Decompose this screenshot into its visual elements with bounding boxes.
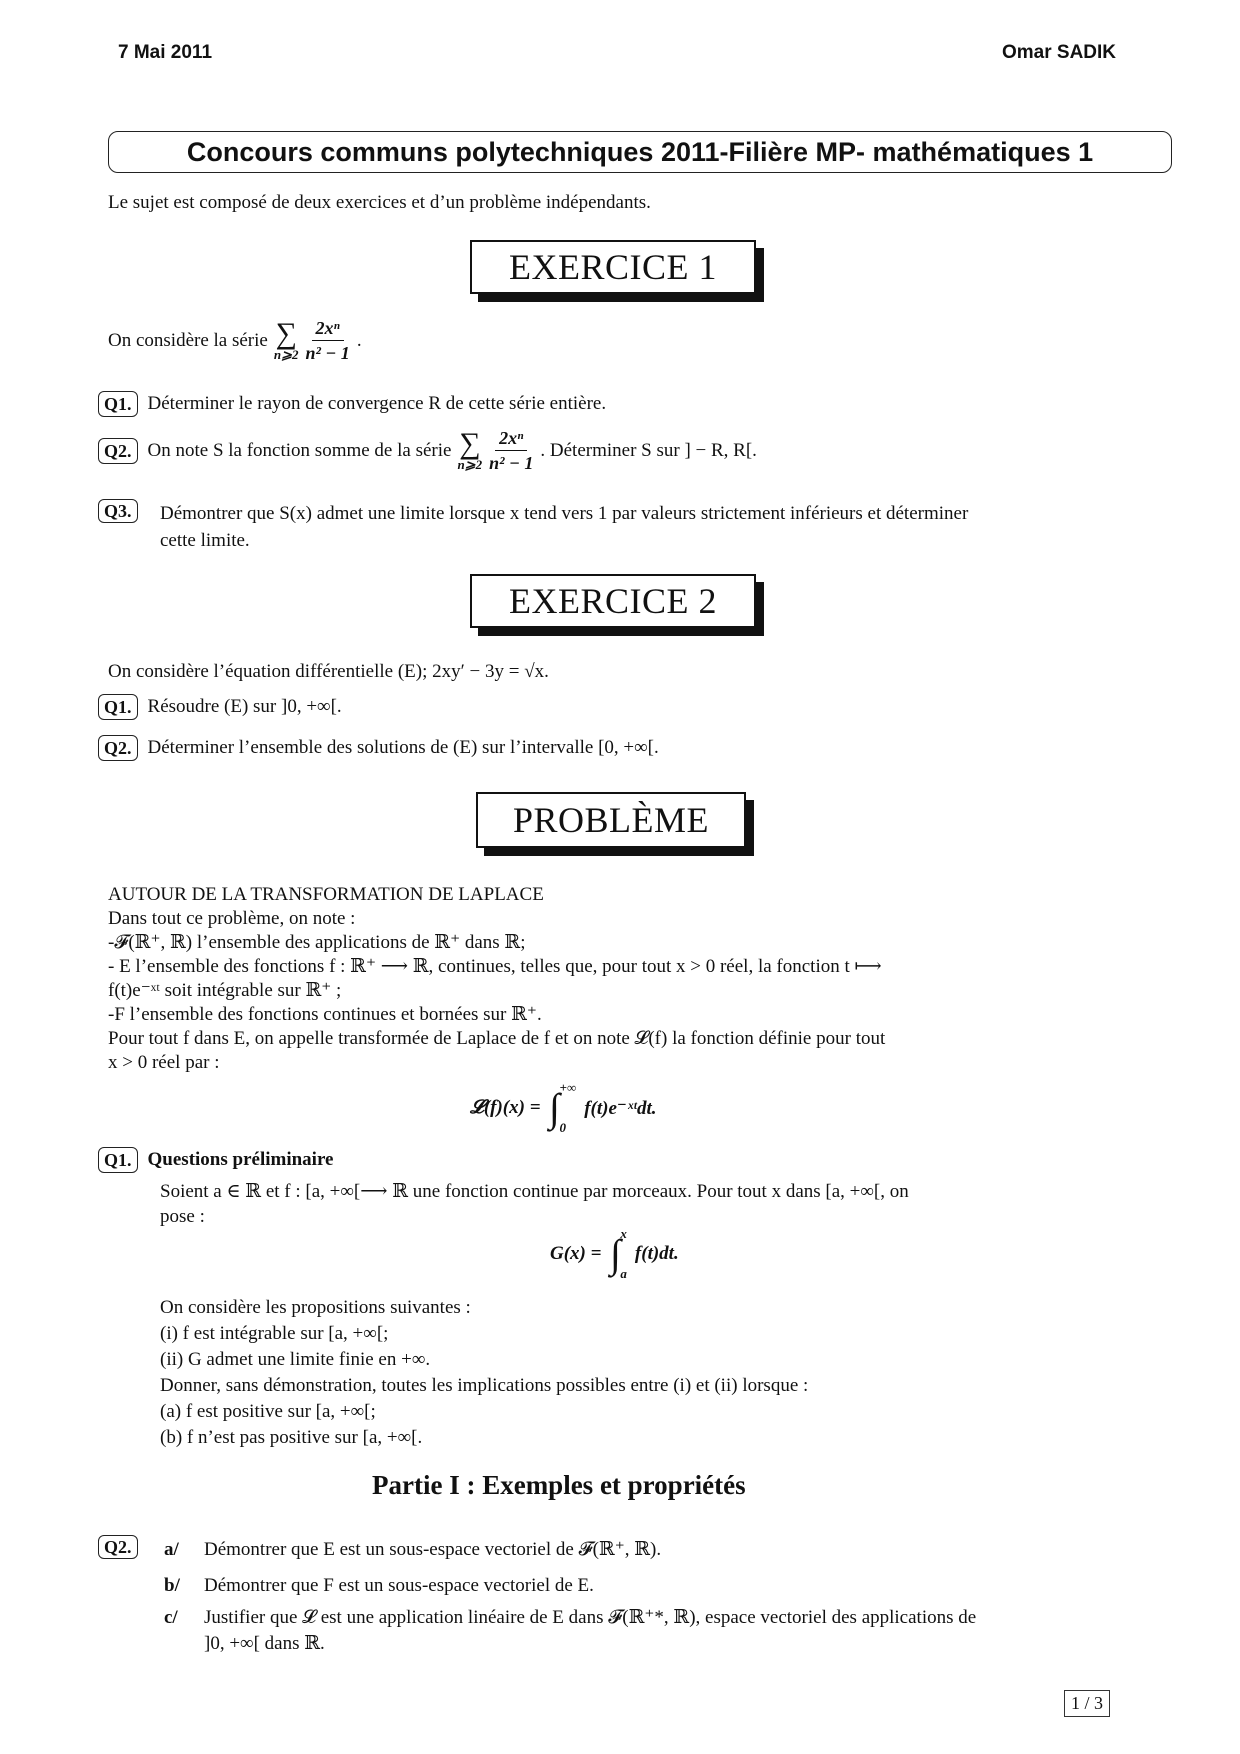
ex2-statement: On considère l’équation différentielle (E); 2xy′ − 3y = √x. — [108, 661, 549, 682]
intro-line: AUTOUR DE LA TRANSFORMATION DE LAPLACE — [108, 884, 544, 905]
intro-line: f(t)e⁻ˣᵗ soit intégrable sur ℝ⁺ ; — [108, 980, 342, 1001]
sum-symbol: ∑ n⩾2 — [457, 426, 483, 472]
ex1-q2 — [98, 428, 757, 473]
intro-line: x > 0 réel par : — [108, 1052, 220, 1073]
proposition-line: Donner, sans démonstration, toutes les implications possibles entre (i) et (ii) lorsque : — [160, 1375, 809, 1396]
integral-upper-bound: +∞ — [559, 1080, 577, 1095]
exercice-2-heading: EXERCICE 2 — [470, 574, 756, 628]
fraction-denominator: n² − 1 — [305, 343, 350, 363]
fraction-numerator: 2xⁿ — [312, 318, 344, 341]
ex2-q2 — [98, 735, 659, 761]
item-tag: c/ — [164, 1607, 178, 1628]
ex2-q1 — [98, 694, 342, 720]
item-tag: a/ — [164, 1539, 179, 1560]
formula-lhs: G(x) = — [550, 1243, 602, 1264]
probleme-q2 — [98, 1536, 138, 1559]
formula-rhs: f(t)dt. — [634, 1243, 679, 1264]
ex1-q3 — [98, 500, 138, 523]
fraction-denominator: n² − 1 — [489, 453, 534, 473]
formula-rhs: f(t)e⁻ˣᵗdt. — [584, 1097, 657, 1119]
header-date: 7 Mai 2011 — [118, 42, 213, 63]
intro-line: -𝓕(ℝ⁺, ℝ) l’ensemble des applications de ℝ⁺ dans ℝ; — [108, 932, 526, 953]
proposition-line: (a) f est positive sur [a, +∞[; — [160, 1401, 376, 1422]
integral-lower-bound: a — [620, 1266, 627, 1281]
proposition-line: (b) f n’est pas positive sur [a, +∞[. — [160, 1427, 423, 1448]
question-label: Q2. — [98, 735, 138, 761]
question-text: Démontrer que S(x) admet une limite lorsque x tend vers 1 par valeurs strictement inférieurs et déterminer — [160, 503, 969, 524]
item-text-continued: ]0, +∞[ dans ℝ. — [204, 1633, 325, 1654]
question-text: On note S la fonction somme de la série — [147, 439, 452, 461]
intro-line: -F l’ensemble des fonctions continues et bornées sur ℝ⁺. — [108, 1004, 542, 1025]
question-label: Q1. — [98, 1147, 138, 1173]
ex1-statement-prefix: On considère la série — [108, 329, 268, 351]
item-text: Démontrer que F est un sous-espace vectoriel de E. — [204, 1575, 594, 1596]
question-label: Q1. — [98, 391, 138, 417]
probleme-heading: PROBLÈME — [476, 792, 746, 848]
sum-subscript: n⩾2 — [273, 346, 299, 362]
proposition-line: (ii) G admet une limite finie en +∞. — [160, 1349, 431, 1370]
question-label: Q3. — [98, 499, 138, 523]
q2-item-a — [164, 1538, 661, 1562]
question-text: Soient a ∈ ℝ et f : [a, +∞[⟶ ℝ une fonction continue par morceaux. Pour tout x dans [a, +∞[, on — [160, 1181, 909, 1202]
intro-line: Dans tout ce problème, on note : — [108, 908, 356, 929]
integral-upper-bound: x — [620, 1226, 627, 1241]
item-text: Justifier que 𝓛 est une application linéaire de E dans 𝓕(ℝ⁺*, ℝ), espace vectoriel des applications de — [204, 1607, 977, 1628]
probleme-q1 — [98, 1147, 333, 1173]
question-text-suffix: . Déterminer S sur ] − R, R[. — [540, 439, 757, 461]
ex1-q1 — [98, 391, 606, 417]
question-label: Q2. — [98, 1535, 138, 1559]
integral-lower-bound: 0 — [559, 1120, 566, 1135]
header-author: Omar SADIK — [1002, 42, 1117, 63]
intro-text: Le sujet est composé de deux exercices et d’un problème indépendants. — [108, 192, 651, 213]
question-text: Résoudre (E) sur ]0, +∞[. — [147, 696, 342, 717]
series-fraction — [485, 428, 537, 473]
question-text: Déterminer l’ensemble des solutions de (E) sur l’intervalle [0, +∞[. — [147, 737, 659, 758]
question-text: cette limite. — [160, 530, 250, 551]
g-formula — [550, 1226, 679, 1282]
document-title: Concours communs polytechniques 2011-Filière MP- mathématiques 1 — [108, 131, 1172, 173]
integral-symbol: ∫ x a — [609, 1226, 627, 1281]
series-fraction — [301, 318, 353, 363]
fraction-numerator: 2xⁿ — [495, 428, 527, 451]
item-text: Démontrer que E est un sous-espace vectoriel de 𝓕(ℝ⁺, ℝ). — [204, 1539, 662, 1560]
sum-subscript: n⩾2 — [457, 456, 483, 472]
q1-propositions — [160, 1295, 808, 1451]
sum-symbol: ∑ n⩾2 — [273, 316, 299, 362]
question-text: pose : — [160, 1206, 205, 1227]
integral-symbol: ∫ +∞ 0 — [548, 1080, 577, 1135]
question-title: Questions préliminaire — [147, 1149, 334, 1170]
page-number: 1 / 3 — [1064, 1690, 1110, 1717]
question-label: Q2. — [98, 438, 138, 464]
q2-item-b — [164, 1574, 594, 1598]
item-tag: b/ — [164, 1575, 180, 1596]
exercice-1-heading: EXERCICE 1 — [470, 240, 756, 294]
intro-line: - E l’ensemble des fonctions f : ℝ⁺ ⟶ ℝ, continues, telles que, pour tout x > 0 réel, la fonction t ⟼ — [108, 956, 882, 977]
proposition-line: On considère les propositions suivantes : — [160, 1297, 471, 1318]
probleme-intro — [108, 883, 1128, 1075]
formula-lhs: 𝓛(f)(x) = — [470, 1097, 541, 1118]
intro-line: Pour tout f dans E, on appelle transformée de Laplace de f et on note 𝓛(f) la fonction définie pour tout — [108, 1028, 886, 1049]
proposition-line: (i) f est intégrable sur [a, +∞[; — [160, 1323, 389, 1344]
question-label: Q1. — [98, 694, 138, 720]
ex1-statement: On considère la série ∑ n⩾2 $\frac{\text{2xⁿ}}{\text{n² − 1}}$ . — [108, 316, 362, 363]
laplace-formula — [470, 1080, 656, 1136]
question-text: Déterminer le rayon de convergence R de cette série entière. — [147, 393, 607, 414]
partie-1-heading: Partie I : Exemples et propriétés — [372, 1470, 746, 1500]
q2-item-c — [164, 1606, 976, 1630]
